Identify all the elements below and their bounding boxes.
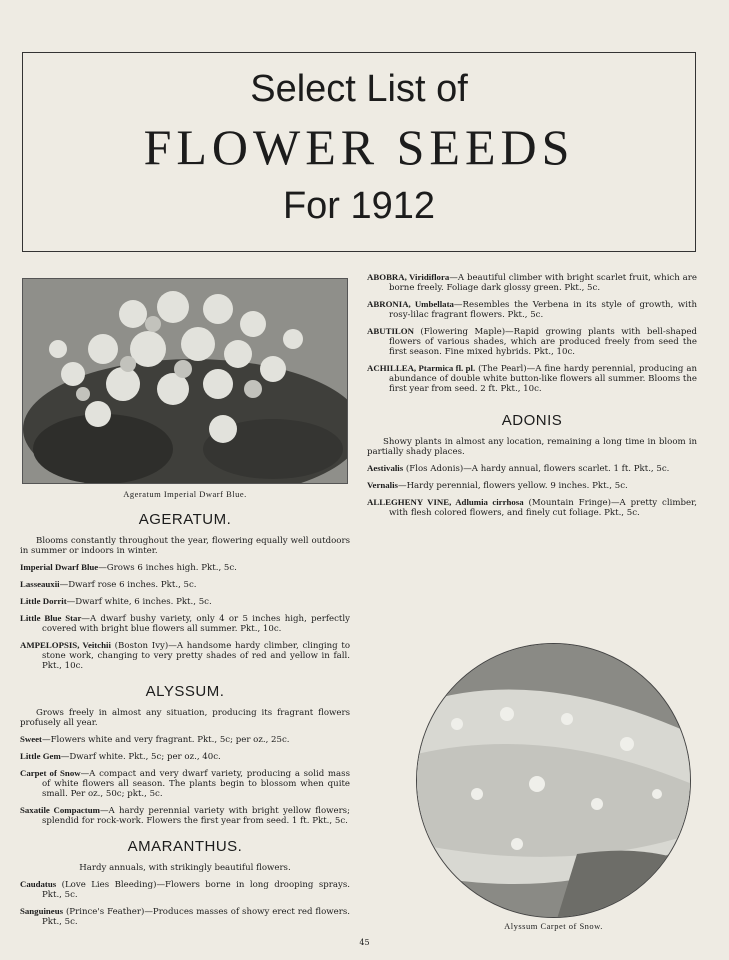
list-item: Lasseauxii—Dwarf rose 6 inches. Pkt., 5c. bbox=[20, 579, 197, 590]
list-item: AMPELOPSIS, Veitchii (Boston Ivy)—A handsome hardy climber, clinging to stone work, changing to very pretty shades of red and yellow in fall. Pkt., 10c. bbox=[20, 640, 350, 671]
adonis-title: ADONIS bbox=[501, 412, 563, 429]
list-item: ALLEGHENY VINE, Adlumia cirrhosa (Mountain Fringe)—A pretty climber, with flesh colored flowers, and finely cut foliage. Pkt., 5c. bbox=[367, 497, 697, 518]
list-item: Imperial Dwarf Blue—Grows 6 inches high. Pkt., 5c. bbox=[20, 562, 237, 573]
left-column bbox=[20, 278, 350, 933]
title-line-2: FLOWER SEEDS bbox=[143, 119, 575, 175]
adonis-intro: Showy plants in almost any location, remaining a long time in bloom in partially shady places. bbox=[367, 437, 697, 457]
title-line-3: For 1912 bbox=[282, 185, 436, 227]
list-item: ACHILLEA, Ptarmica fl. pl. (The Pearl)—A fine hardy perennial, producing an abundance of double white button-like flowers all summer. Blooms the first year from seed. 2 ft. Pkt., 10c. bbox=[367, 363, 697, 394]
alyssum-caption: Alyssum Carpet of Snow. bbox=[504, 921, 603, 931]
list-item: Caudatus (Love Lies Bleeding)—Flowers borne in long drooping sprays. Pkt., 5c. bbox=[20, 879, 350, 900]
ageratum-photo bbox=[22, 278, 348, 484]
title-line-1: Select List of bbox=[250, 68, 468, 110]
list-item: Carpet of Snow—A compact and very dwarf variety, producing a solid mass of white flowers all season. The plants begin to blossom when quite small. Per oz., 50c; pkt., 5c. bbox=[20, 768, 350, 799]
ageratum-illustration bbox=[23, 279, 348, 484]
list-item: Saxatile Compactum—A hardy perennial variety with bright yellow flowers; splendid for rock-work. Flowers the first year from seed. 1 ft. Pkt., 5c. bbox=[20, 805, 350, 826]
alyssum-intro: Grows freely in almost any situation, producing its fragrant flowers profusely all year. bbox=[20, 708, 350, 728]
alyssum-photo bbox=[416, 643, 691, 918]
list-item: Little Gem—Dwarf white. Pkt., 5c; per oz., 40c. bbox=[20, 751, 221, 762]
list-item: ABUTILON (Flowering Maple)—Rapid growing plants with bell-shaped flowers of various shades, which are produced freely from seed the first season. Fine mixed hybrids. Pkt., 10c. bbox=[367, 326, 697, 357]
list-item: Little Blue Star—A dwarf bushy variety, only 4 or 5 inches high, perfectly covered with bright blue flowers all summer. Pkt., 10c. bbox=[20, 613, 350, 634]
list-item: Sanguineus (Prince's Feather)—Produces masses of showy erect red flowers. Pkt., 5c. bbox=[20, 906, 350, 927]
list-item: Little Dorrit—Dwarf white, 6 inches. Pkt., 5c. bbox=[20, 596, 212, 607]
amaranthus-intro: Hardy annuals, with strikingly beautiful flowers. bbox=[79, 863, 291, 873]
alyssum-illustration bbox=[417, 644, 691, 918]
list-item: Vernalis—Hardy perennial, flowers yellow. 9 inches. Pkt., 5c. bbox=[367, 480, 628, 491]
list-item: Sweet—Flowers white and very fragrant. Pkt., 5c; per oz., 25c. bbox=[20, 734, 290, 745]
ageratum-intro: Blooms constantly throughout the year, flowering equally well outdoors in summer or indoors in winter. bbox=[20, 536, 350, 556]
ageratum-title: AGERATUM. bbox=[138, 511, 232, 528]
right-column bbox=[367, 272, 697, 524]
amaranthus-title: AMARANTHUS. bbox=[127, 838, 243, 855]
list-item: ABRONIA, Umbellata—Resembles the Verbena in its style of growth, with rosy-lilac fragrant flowers. Pkt., 5c. bbox=[367, 299, 697, 320]
list-item: Aestivalis (Flos Adonis)—A hardy annual, flowers scarlet. 1 ft. Pkt., 5c. bbox=[367, 463, 670, 474]
alyssum-title: ALYSSUM. bbox=[145, 683, 225, 700]
title-box bbox=[22, 52, 696, 252]
ageratum-caption: Ageratum Imperial Dwarf Blue. bbox=[123, 489, 247, 499]
list-item: ABOBRA, Viridiflora—A beautiful climber with bright scarlet fruit, which are borne freely. Foliage dark glossy green. Pkt., 5c. bbox=[367, 272, 697, 293]
page-number: 45 bbox=[359, 938, 370, 947]
